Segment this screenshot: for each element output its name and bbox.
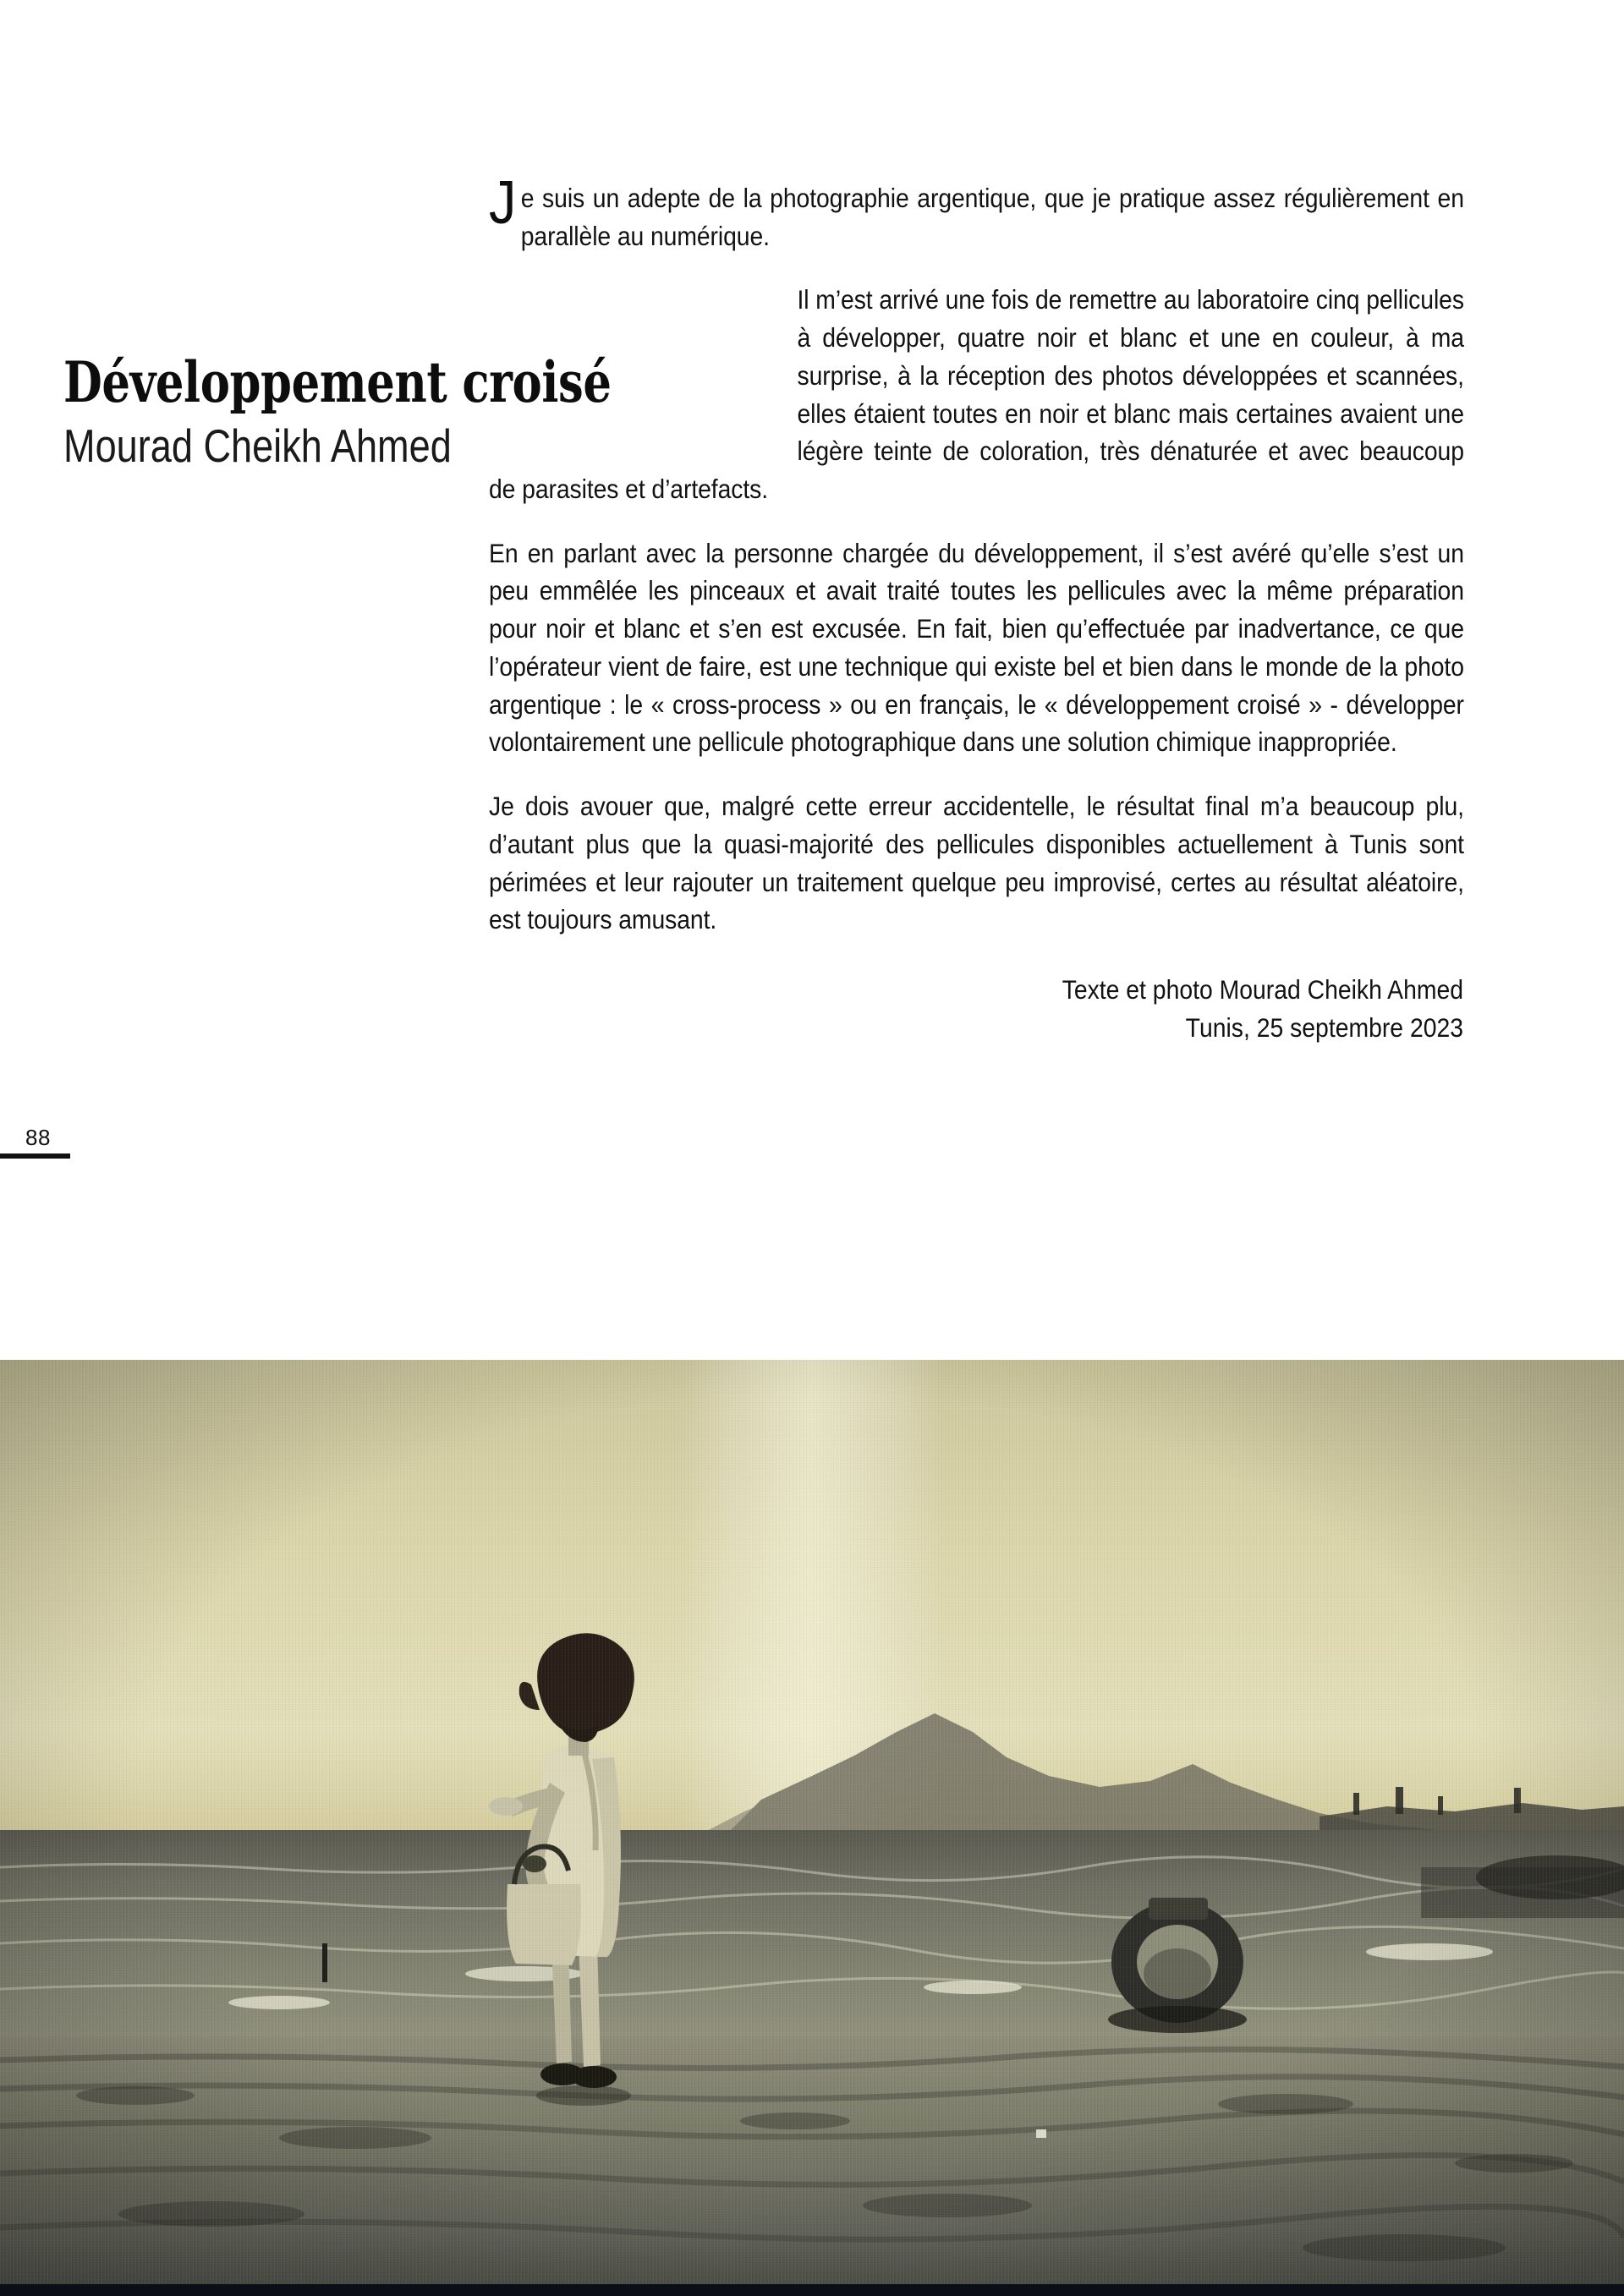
paragraph-text: e suis un adepte de la photographie argentique, que je pratique assez régulièrement en parallèle au numérique. bbox=[520, 183, 1464, 251]
page-number: 88 bbox=[25, 1125, 51, 1150]
paragraph-text: En en parlant avec la personne chargée du développement, il s’est avéré qu’elle s’est un peu emmêlée les pinceaux et avait traité toutes les pellicules avec la même préparation pour noir et blanc et s’en est excusée. En fait, bien qu’effectuée par inadvertance, ce que l’opérateur vient de faire, est une technique qui existe bel et bien dans le monde de la photo argentique : le « cross-process » ou en français, le « développement croisé » - développer volontairement une pellicule photographique dans une solution chimique inappropriée. bbox=[489, 537, 1464, 758]
paragraph-text: Il m’est arrivé une fois de remettre au laboratoire cinq pellicules à développer, quatre noir et blanc et une en couleur, à ma surprise, à la réception des photos développées et scannées, elles étaient toutes en noir et blanc mais certaines avaient une légère teinte de coloration, très dénaturée et avec beaucoup de parasites et d’artefacts. bbox=[489, 284, 1464, 505]
credit-block bbox=[488, 971, 1463, 1046]
paragraph-text: Je dois avouer que, malgré cette erreur accidentelle, le résultat final m’a beaucoup plu, d’autant plus que la quasi-majorité des pellicules disponibles actuellement à Tunis sont périmées et leur rajouter un traitement quelque peu improvisé, certes au résultat aléatoire, est toujours amusant. bbox=[489, 791, 1464, 935]
title-block bbox=[63, 349, 829, 472]
paragraph-4 bbox=[489, 787, 1464, 939]
article-author: Mourad Cheikh Ahmed bbox=[63, 419, 452, 472]
folio bbox=[0, 1126, 123, 1159]
article-body bbox=[489, 169, 1464, 1046]
paragraph-lead bbox=[489, 169, 1464, 255]
page-title: Développement croisé bbox=[63, 349, 612, 415]
photo-bottom-band bbox=[0, 2284, 1624, 2296]
photograph-illustration bbox=[0, 1360, 1624, 2296]
folio-rule bbox=[0, 1153, 70, 1159]
drop-cap: J bbox=[489, 169, 517, 237]
credit-line-author: Texte et photo Mourad Cheikh Ahmed bbox=[1062, 973, 1463, 1005]
credit-line-place-date: Tunis, 25 septembre 2023 bbox=[1185, 1011, 1463, 1043]
paragraph-3 bbox=[489, 534, 1464, 761]
article-photograph bbox=[0, 1360, 1624, 2296]
